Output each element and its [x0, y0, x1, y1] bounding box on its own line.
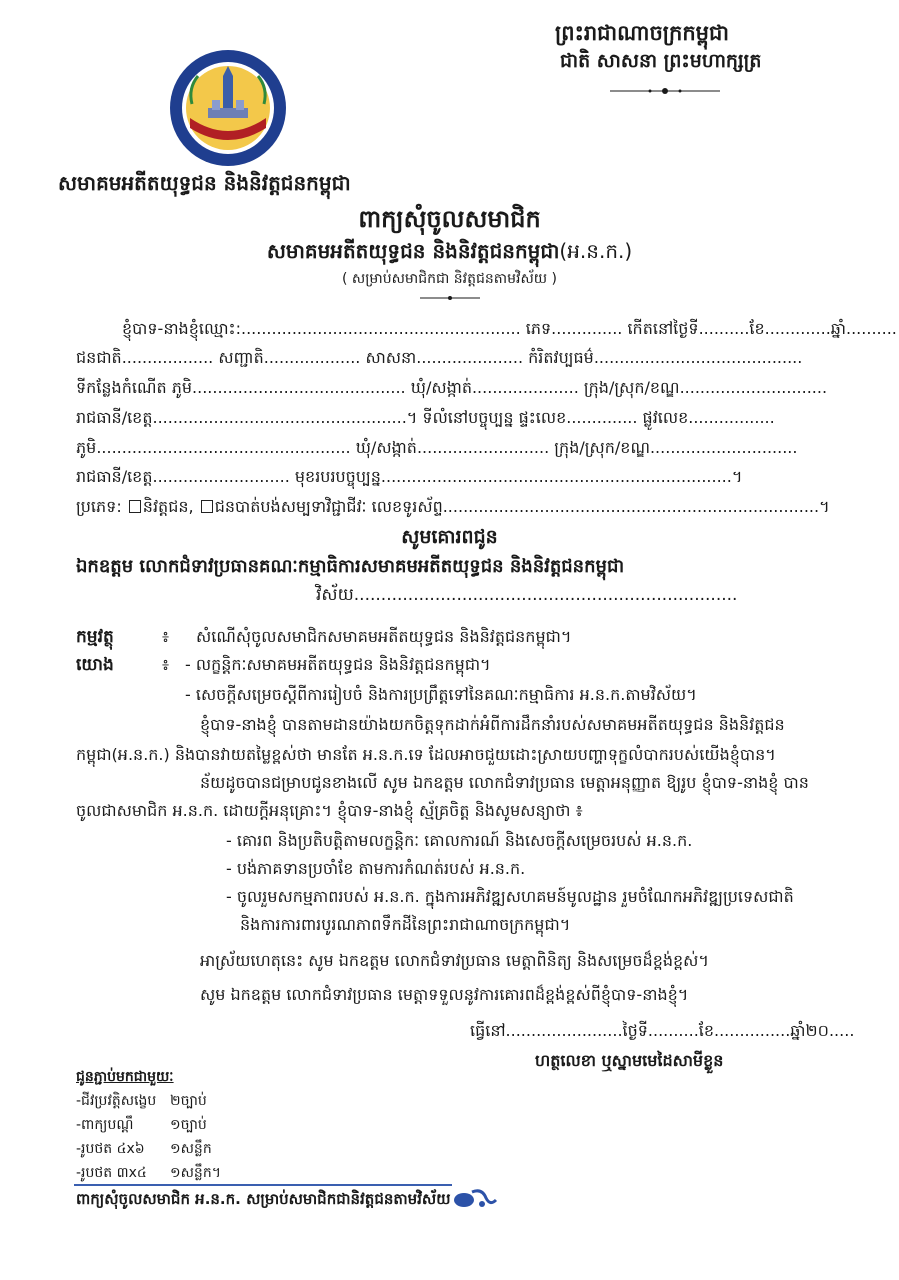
commitment-1: - គោរព និងប្រតិបត្តិតាមលក្ខន្តិកៈ គោលការណ៍ និងសេចក្តីសម្រេចរបស់ អ.ន.ក. [226, 831, 693, 850]
attachment-qty: ១សន្លឹក [170, 1141, 212, 1157]
commitment-3-line2: និងការការពារបូរណភាពទឹកដីនៃព្រះរាជាណាចក្រកម្ពុជា។ [240, 915, 571, 934]
motto-heading: ជាតិ សាសនា ព្រះមហាក្សត្រ [560, 50, 762, 72]
type-option-disabled: ជនបាត់បង់សម្បទាវិជ្ជាជីវៈ [214, 497, 367, 516]
field-row-province-address[interactable]: រាជធានី/ខេត្ត..................................................។ ទីលំនៅបច្ចុប្បន្ន ផ្ទះលេខ.............. ផ្លូវលេខ................. [76, 408, 775, 427]
attachment-name: -ពាក្យបណ្តឹ [76, 1117, 134, 1133]
attachment-name: -រូបថត ៣x៤ [76, 1165, 147, 1181]
footer-rule [74, 1184, 452, 1186]
form-subtitle [0, 240, 899, 262]
footer-emblem-icon [452, 1186, 498, 1214]
kingdom-heading: ព្រះរាជាណាចក្រកម្ពុជា [555, 21, 730, 45]
attachment-name: -ជីវប្រវត្តិសង្ខេប [76, 1093, 157, 1109]
signature-label: ហត្ថលេខា ឬស្នាមមេដៃសាមីខ្លួន [535, 1051, 724, 1070]
attachments-heading: ជូនភ្ជាប់មកជាមួយៈ [76, 1069, 174, 1085]
phone-field[interactable]: លេខទូរស័ព្ទ..........................................................................។ [371, 497, 830, 516]
checkbox-retiree[interactable] [129, 500, 141, 513]
field-row-type [76, 496, 830, 518]
subtitle-abbr: (អ.ន.ក.) [559, 239, 633, 263]
sector-field[interactable]: វិស័យ....................................................................... [316, 585, 738, 605]
subject-label: កម្មវត្ថុ [76, 627, 114, 647]
attachment-qty: ២ច្បាប់ [170, 1093, 207, 1109]
closing-line-2: សូម ឯកឧត្តម លោកជំទាវប្រធាន មេត្តាទទួលនូវការគោរពដ៏ខ្ពង់ខ្ពស់ពីខ្ញុំបាទ-នាងខ្ញុំ។ [200, 985, 689, 1004]
title-ornament [420, 294, 480, 302]
header-ornament [610, 86, 720, 96]
attachment-name: -រូបថត ៤x៦ [76, 1141, 145, 1157]
field-row-occupation[interactable]: រាជធានី/ខេត្ត........................... មុខរបរបច្ចុប្បន្ន.....................................................................។ [76, 467, 743, 486]
form-title: ពាក្យសុំចូលសមាជិក [358, 205, 541, 233]
reference-colon: ៖ [162, 655, 170, 674]
subtitle-main: សមាគមអតីតយុទ្ធជន និងនិវត្តជនកម្ពុជា [266, 239, 560, 263]
field-row-birthplace[interactable]: ទីកន្លែងកំណើត ភូមិ.......................................... ឃុំ/សង្កាត់..................... ក្រុង/ស្រុក/ខណ្ឌ............................. [76, 378, 828, 397]
checkbox-disabled[interactable] [201, 500, 213, 513]
reference-item-1: - លក្ខន្តិកៈសមាគមអតីតយុទ្ធជន និងនិវត្តជនកម្ពុជា។ [185, 655, 491, 674]
subject-text: សំណើសុំចូលសមាជិកសមាគមអតីតយុទ្ធជន និងនិវត្តជនកម្ពុជា។ [196, 627, 572, 646]
attachment-item [76, 1162, 221, 1184]
attachment-qty: ១សន្លឹក។ [170, 1165, 221, 1181]
attachment-qty: ១ច្បាប់ [170, 1117, 207, 1133]
attachment-item [76, 1138, 212, 1160]
commitment-3-line1: - ចូលរួមសកម្មភាពរបស់ អ.ន.ក. ក្នុងការអភិវឌ្ឍសហគមន៍មូលដ្ឋាន រួមចំណែកអភិវឌ្ឍប្រទេសជាតិ [226, 887, 794, 906]
org-name: សមាគមអតីតយុទ្ធជន និងនិវត្តជនកម្ពុជា [58, 171, 351, 195]
closing-line-1: អាស្រ័យហេតុនេះ សូម ឯកឧត្តម លោកជំទាវប្រធាន មេត្តាពិនិត្យ និងសម្រេចដ៏ខ្ពង់ខ្ពស់។ [200, 951, 709, 970]
para1-line1: ខ្ញុំបាទ-នាងខ្ញុំ បានតាមដានយ៉ាងយកចិត្តទុកដាក់អំពីការដឹកនាំរបស់សមាគមអតីតយុទ្ធជន និងនិវត្តជន [200, 715, 785, 734]
attachment-item [76, 1114, 207, 1136]
footer-text: ពាក្យសុំចូលសមាជិក អ.ន.ក. សម្រាប់សមាជិកជានិវត្តជនតាមវិស័យ [76, 1190, 451, 1208]
date-line[interactable]: ធ្វើនៅ.......................ថ្ងៃទី..........ខែ...............ឆ្នាំ២០..... [470, 1021, 855, 1040]
para2-line2: ចូលជាសមាជិក អ.ន.ក. ដោយក្តីអនុគ្រោះ។ ខ្ញុំបាទ-នាងខ្ញុំ ស្ម័គ្រចិត្ត និងសូមសន្យាថា ៖ [76, 801, 583, 820]
association-logo [168, 48, 288, 168]
type-option-retiree: និវត្តជន, [142, 497, 194, 516]
field-row-village[interactable]: ភូមិ.................................................. ឃុំ/សង្កាត់.......................... ក្រុង/ស្រុក/ខណ្ឌ............................. [76, 438, 798, 457]
recipient-line: ឯកឧត្តម លោកជំទាវប្រធានគណៈកម្មាធិការសមាគមអតីតយុទ្ធជន និងនិវត្តជនកម្ពុជា [76, 556, 625, 577]
para1-line2: កម្ពុជា(អ.ន.ក.) និងបានវាយតម្លៃខ្ពស់ថា មានតែ អ.ន.ក.ទេ ដែលអាចជួយដោះស្រាយបញ្ហាទុក្ខលំបាករបស់យើងខ្ញុំបាន។ [76, 745, 776, 764]
reference-label: យោង [76, 655, 114, 675]
attachment-item [76, 1090, 207, 1112]
subject-colon: ៖ [162, 627, 170, 646]
respectfully-heading: សូមគោរពជូន [401, 526, 498, 548]
type-label: ប្រភេទ: [76, 497, 122, 516]
reference-item-2: - សេចក្តីសម្រេចស្តីពីការរៀបចំ និងការប្រព្រឹត្តទៅនៃគណៈកម្មាធិការ អ.ន.ក.តាមវិស័យ។ [185, 685, 697, 704]
field-row-name[interactable]: ខ្ញុំបាទ-នាងខ្ញុំឈ្មោះ:....................................................... ភេទ.............. កើតនៅថ្ងៃទី..........ខែ.............ឆ្នាំ.......... [122, 319, 897, 338]
field-row-ethnicity[interactable]: ជនជាតិ.................. សញ្ជាតិ................... សាសនា..................... កំរិតវប្បធម៌......................................... [76, 348, 803, 367]
para2-line1: ន័យដូចបានជម្រាបជូនខាងលើ សូម ឯកឧត្តម លោកជំទាវប្រធាន មេត្តាអនុញ្ញាត ឱ្យរូប ខ្ញុំបាទ-នាងខ្ញុំ បាន [200, 773, 809, 792]
commitment-2: - បង់ភាគទានប្រចាំខែ តាមការកំណត់របស់ អ.ន.ក. [226, 859, 526, 878]
form-note: ( សម្រាប់សមាជិកជា និវត្តជនតាមវិស័យ ) [341, 271, 558, 287]
